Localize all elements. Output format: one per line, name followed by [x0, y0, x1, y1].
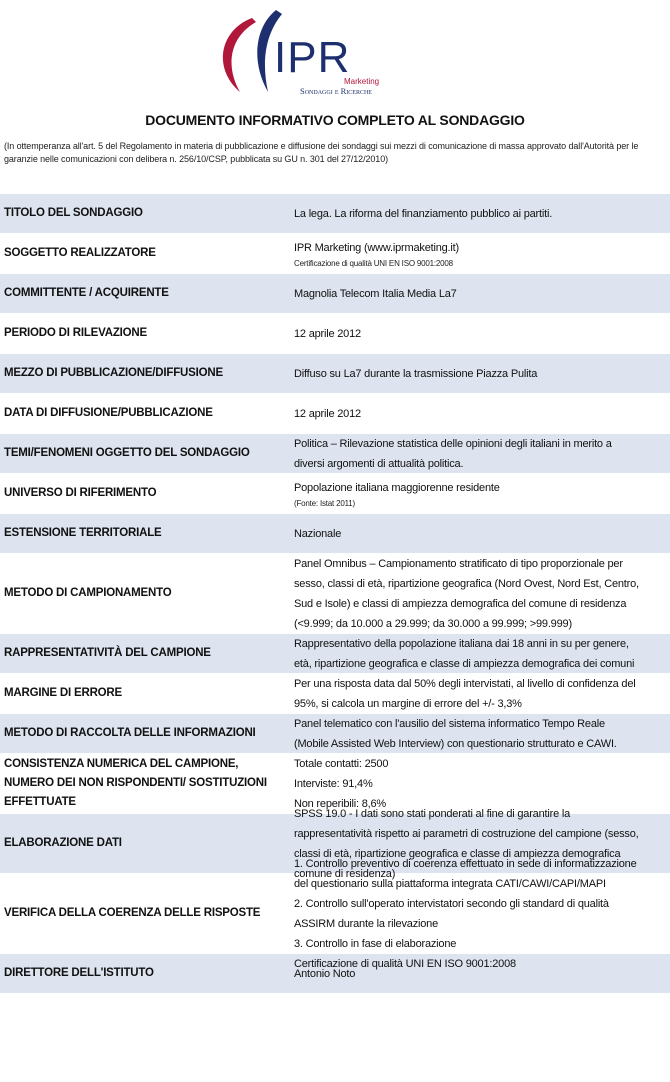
value-line: Nazionale — [294, 527, 342, 540]
row-label: METODO DI RACCOLTA DELLE INFORMAZIONI — [4, 727, 256, 739]
row-value — [290, 524, 670, 544]
row-value — [290, 964, 670, 984]
row-label: TITOLO DEL SONDAGGIO — [4, 207, 143, 219]
row-value — [290, 478, 670, 510]
value-line: Diffuso su La7 durante la trasmissione Piazza Pulita — [294, 367, 538, 380]
table-row — [0, 474, 670, 514]
value-line: 1. Controllo preventivo di coerenza effettuato in sede di informatizzazione — [294, 857, 637, 870]
table-row — [0, 354, 670, 394]
row-value — [290, 404, 670, 424]
value-line: La lega. La riforma del finanziamento pubblico ai partiti. — [294, 207, 553, 220]
logo-line2: Sondaggi e Ricerche — [300, 86, 372, 96]
value-line: rappresentatività rispetto ai parametri di costruzione del campione (sesso, — [294, 827, 639, 840]
value-line: 3. Controllo in fase di elaborazione — [294, 937, 457, 950]
row-label: TEMI/FENOMENI OGGETTO DEL SONDAGGIO — [4, 447, 250, 459]
table-row — [0, 234, 670, 274]
value-line: SPSS 19.0 - I dati sono stati ponderati al fine di garantire la — [294, 807, 571, 820]
value-line: Certificazione di qualità UNI EN ISO 9001:2008 — [294, 957, 516, 970]
row-label: METODO DI CAMPIONAMENTO — [4, 587, 172, 599]
row-value — [290, 204, 670, 224]
value-line: ASSIRM durante la rilevazione — [294, 917, 438, 930]
value-line: IPR Marketing (www.iprmaketing.it) — [294, 241, 459, 254]
value-line: età, ripartizione geografica e classe di ampiezza demografica dei comuni — [294, 657, 635, 670]
row-value — [290, 554, 670, 634]
logo-line1: Marketing — [344, 77, 380, 86]
value-line: Non reperibili: 8,6% — [294, 797, 386, 810]
row-label: VERIFICA DELLA COERENZA DELLE RISPOSTE — [4, 907, 261, 919]
row-label: PERIODO DI RILEVAZIONE — [4, 327, 147, 339]
ipr-logo — [212, 8, 392, 100]
row-value — [290, 634, 670, 674]
row-label: ESTENSIONE TERRITORIALE — [4, 527, 162, 539]
value-line: (<9.999; da 10.000 a 29.999; da 30.000 a 99.999; >99.999) — [294, 617, 572, 630]
value-line: Sud e Isole) e classi di ampiezza demografica del comune di residenza — [294, 597, 627, 610]
value-line: Politica – Rilevazione statistica delle opinioni degli italiani in merito a — [294, 437, 612, 450]
table-row — [0, 394, 670, 434]
row-value — [290, 714, 670, 754]
value-line: classi di età, ripartizione geografica e classe di ampiezza demografica — [294, 847, 621, 860]
table-row — [0, 274, 670, 314]
table-row — [0, 674, 670, 714]
logo-main: IPR — [274, 33, 351, 82]
row-label: MEZZO DI PUBBLICAZIONE/DIFFUSIONE — [4, 367, 223, 379]
row-value — [290, 854, 670, 974]
legal-note: (In ottemperanza all'art. 5 del Regolamento in materia di pubblicazione e diffusione dei sondaggi sui mezzi di comunicazione di massa approvato dall'Autorità per le garanzie nelle comunicazioni con delibera n. 256/10/CSP, pubblicata su GU n. 301 del 27/12/2010) — [4, 141, 639, 164]
value-line: Panel Omnibus – Campionamento stratificato di tipo proporzionale per — [294, 557, 623, 570]
row-label: COMMITTENTE / ACQUIRENTE — [4, 287, 169, 299]
row-value — [290, 434, 670, 474]
row-label: DATA DI DIFFUSIONE/PUBBLICAZIONE — [4, 407, 213, 419]
logo-swoosh-red — [223, 18, 256, 92]
value-note: (Fonte: Istat 2011) — [294, 498, 355, 508]
value-note: Certificazione di qualità UNI EN ISO 9001:2008 — [294, 258, 453, 268]
table-row — [0, 514, 670, 554]
value-line: Interviste: 91,4% — [294, 777, 373, 790]
row-value — [290, 324, 670, 344]
value-line: Antonio Noto — [294, 967, 356, 980]
table-row — [0, 194, 670, 234]
value-line: 12 aprile 2012 — [294, 407, 361, 420]
value-line: Per una risposta data dal 50% degli intervistati, al livello di confidenza del — [294, 677, 636, 690]
value-line: Rappresentativo della popolazione italiana dai 18 anni in su per genere, — [294, 637, 629, 650]
row-label: SOGGETTO REALIZZATORE — [4, 247, 156, 259]
row-label: UNIVERSO DI RIFERIMENTO — [4, 487, 157, 499]
row-label: DIRETTORE DELL'ISTITUTO — [4, 967, 154, 979]
row-value — [290, 284, 670, 304]
value-line: Magnolia Telecom Italia Media La7 — [294, 287, 457, 300]
row-label: ELABORAZIONE DATI — [4, 837, 122, 849]
value-line: 2. Controllo sull'operato intervistatori secondo gli standard di qualità — [294, 897, 609, 910]
row-value — [290, 364, 670, 384]
value-line: (Mobile Assisted Web Interview) con questionario strutturato e CAWI. — [294, 737, 617, 750]
document-title: DOCUMENTO INFORMATIVO COMPLETO AL SONDAGGIO — [145, 112, 525, 128]
row-value — [290, 238, 670, 270]
value-line: Totale contatti: 2500 — [294, 757, 389, 770]
row-label: RAPPRESENTATIVITÀ DEL CAMPIONE — [4, 647, 211, 659]
table-row — [0, 434, 670, 474]
value-line: Panel telematico con l'ausilio del sistema informatico Tempo Reale — [294, 717, 605, 730]
value-line: 12 aprile 2012 — [294, 327, 361, 340]
value-line: sesso, classi di età, ripartizione geografica (Nord Ovest, Nord Est, Centro, — [294, 577, 639, 590]
table-row — [0, 714, 670, 754]
row-value — [290, 674, 670, 714]
table-row — [0, 554, 670, 634]
table-row — [0, 314, 670, 354]
value-line: del questionario sulla piattaforma integrata CATI/CAWI/CAPI/MAPI — [294, 877, 606, 890]
value-line: diversi argomenti di attualità politica. — [294, 457, 464, 470]
value-line: Popolazione italiana maggiorenne residente — [294, 481, 500, 494]
value-line: comune di residenza) — [294, 867, 396, 880]
row-label: MARGINE DI ERRORE — [4, 687, 122, 699]
row-label: CONSISTENZA NUMERICA DEL CAMPIONE, NUMERO DEI NON RISPONDENTI/ SOSTITUZIONI EFFETTUATE — [4, 758, 267, 808]
table-row — [0, 634, 670, 674]
value-line: 95%, si calcola un margine di errore del +/- 3,3% — [294, 697, 522, 710]
info-table — [0, 194, 670, 994]
